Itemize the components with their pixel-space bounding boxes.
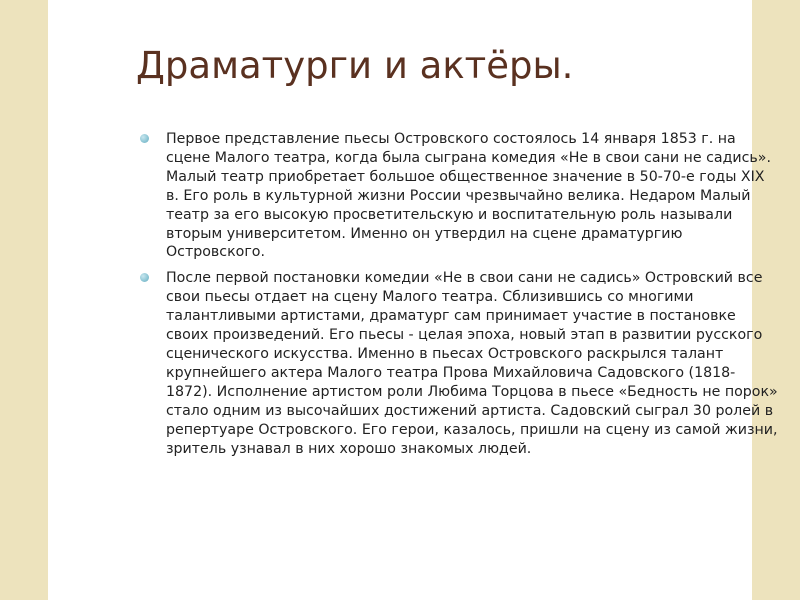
bullet-dot-icon bbox=[140, 134, 149, 143]
bullet-item bbox=[138, 269, 778, 458]
left-decorative-band bbox=[0, 0, 48, 600]
bullet-text: Первое представление пьесы Островского состоялось 14 января 1853 г. на сцене Малого театра, когда была сыграна комедия «Не в свои сани не садись». Малый театр приобретает большое общественное значение в 50-70-е годы XIX в. Его роль в культурной жизни России чрезвычайно велика. Недаром Малый театр за его высокую просветительскую и воспитательную роль называли вторым университетом. Именно он утвердил на сцене драматургию Островского. bbox=[166, 131, 771, 261]
bullet-text: После первой постановки комедии «Не в свои сани не садись» Островский все свои пьесы отдает на сцену Малого театра. Сблизившись со многими талантливыми артистами, драматург сам принимает участие в постановке своих произведений. Его пьесы - целая эпоха, новый этап в развитии русского сценического искусства. Именно в пьесах Островского раскрылся талант крупнейшего актера Малого театра Прова Михайловича Садовского (1818-1872). Исполнение артистом роли Любима Торцова в пьесе «Бедность не порок» стало одним из высочайших достижений артиста. Садовский сыграл 30 ролей в репертуаре Островского. Его герои, казалось, пришли на сцену из самой жизни, зритель узнавал в них хорошо знакомых людей. bbox=[166, 270, 778, 457]
bullet-item bbox=[138, 130, 778, 262]
bullet-list bbox=[138, 130, 778, 465]
slide-title: Драматурги и актёры. bbox=[136, 44, 574, 87]
bullet-dot-icon bbox=[140, 273, 149, 282]
